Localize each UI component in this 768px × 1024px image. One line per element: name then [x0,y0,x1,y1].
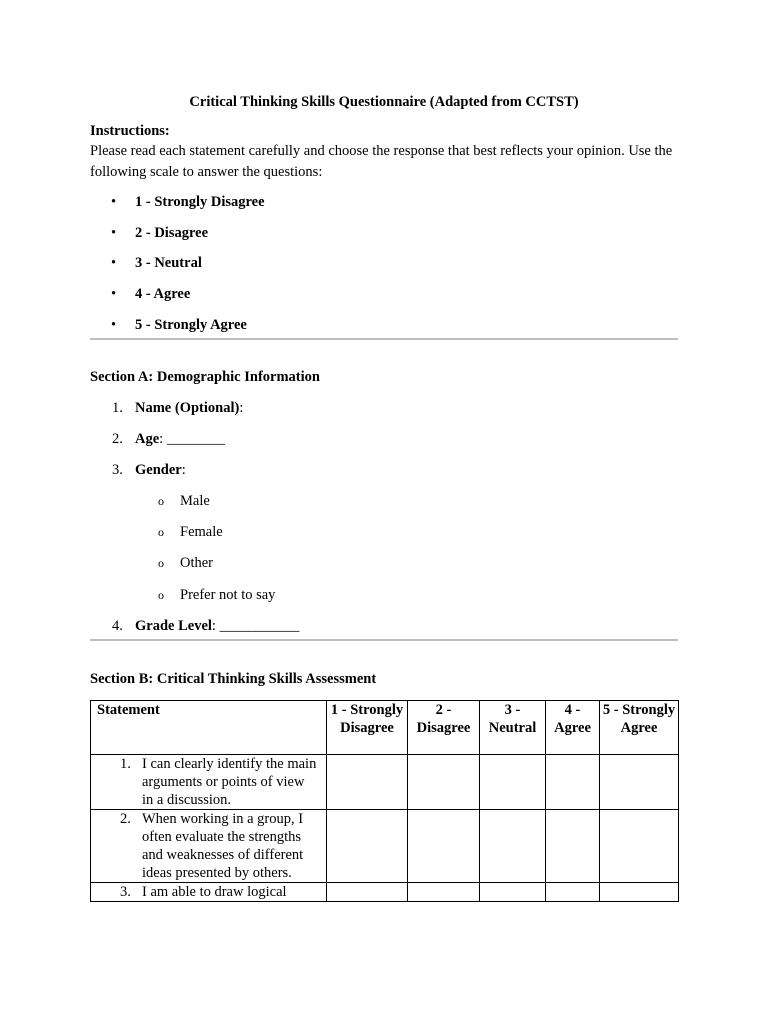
column-header-1: 1 - Strongly Disagree [327,700,408,754]
rating-cell-2[interactable] [408,754,480,809]
rating-cell-1[interactable] [327,754,408,809]
item-label: Gender [135,461,182,478]
statement-text: I am able to draw logical [142,883,287,900]
scale-item [90,316,678,338]
age-blank[interactable]: : ________ [159,430,225,447]
assessment-table [90,700,679,902]
item-number: 2. [112,430,123,447]
grade-level-blank[interactable]: : ___________ [211,617,300,634]
rating-cell-1[interactable] [327,882,408,901]
demographic-list-continued [90,617,678,639]
circle-bullet-icon: o [158,525,164,540]
rating-cell-4[interactable] [546,754,600,809]
gender-option[interactable] [90,492,678,523]
scale-item [90,193,678,224]
rating-cell-2[interactable] [408,882,480,901]
rating-cell-5[interactable] [600,809,679,882]
item-suffix: : [239,399,244,416]
item-number: 4. [112,617,123,634]
column-header-statement: Statement [91,700,327,754]
scale-item-label: 2 - Disagree [135,224,209,241]
section-a-heading: Section A: Demographic Information [90,368,320,385]
gender-option[interactable] [90,523,678,554]
gender-option[interactable] [90,586,678,617]
statement-cell [91,809,327,882]
demographic-item-age [90,430,678,461]
rating-cell-3[interactable] [480,809,546,882]
gender-option-label: Male [180,492,210,509]
demographic-item-grade [90,617,678,639]
item-label: Age [135,430,160,447]
scale-item-label: 5 - Strongly Agree [135,316,247,333]
item-label: Grade Level [135,617,212,634]
bullet-icon: • [111,316,117,333]
table-row [91,809,679,882]
page-title: Critical Thinking Skills Questionnaire (Adapted from CCTST) [189,94,579,110]
scale-item [90,285,678,316]
item-suffix: : [181,461,186,478]
statement-cell [91,882,327,901]
table-row [91,882,679,901]
rating-cell-4[interactable] [546,809,600,882]
table-header-row [91,700,679,754]
section-b-heading: Section B: Critical Thinking Skills Assessment [90,670,377,687]
row-number: 2. [120,810,131,827]
scale-item-label: 4 - Agree [135,286,191,303]
statement-cell [91,754,327,809]
circle-bullet-icon: o [158,587,164,602]
column-header-5: 5 - Strongly Agree [600,700,679,754]
column-header-3: 3 - Neutral [480,700,546,754]
item-number: 1. [112,399,123,416]
rating-cell-1[interactable] [327,809,408,882]
rating-cell-5[interactable] [600,882,679,901]
rating-cell-5[interactable] [600,754,679,809]
table-row [91,754,679,809]
scale-item-label: 1 - Strongly Disagree [135,194,265,210]
demographic-item-gender [90,461,678,492]
statement-text: I can clearly identify the main arguments or points of view in a discussion. [142,755,317,808]
rating-cell-3[interactable] [480,882,546,901]
row-number: 1. [120,755,131,772]
column-header-2: 2 - Disagree [408,700,480,754]
bullet-icon: • [111,255,117,272]
rating-cell-2[interactable] [408,809,480,882]
gender-option-label: Other [180,555,214,572]
instructions-heading: Instructions: [90,123,170,139]
bullet-icon: • [111,224,117,241]
column-header-4: 4 - Agree [546,700,600,754]
row-number: 3. [120,883,131,900]
circle-bullet-icon: o [158,556,164,571]
gender-option[interactable] [90,554,678,585]
demographic-item-name [90,399,678,430]
circle-bullet-icon: o [158,493,164,508]
rating-cell-3[interactable] [480,754,546,809]
instructions-text: Please read each statement carefully and choose the response that best reflects your opinion. Use the following scale to answer the questions: [90,143,673,180]
scale-item [90,224,678,255]
item-label: Name (Optional) [135,399,240,416]
item-number: 3. [112,461,123,478]
bullet-icon: • [111,286,117,303]
gender-option-label: Female [180,524,223,541]
rating-cell-4[interactable] [546,882,600,901]
bullet-icon: • [111,194,117,210]
demographic-list [90,399,678,492]
gender-options-list [90,492,678,617]
statement-text: When working in a group, I often evaluate the strengths and weaknesses of different ideas presented by others. [142,810,304,881]
gender-option-label: Prefer not to say [180,586,276,603]
scale-item-label: 3 - Neutral [135,255,202,272]
document-page [90,93,678,902]
scale-item [90,254,678,285]
rating-scale-list [90,193,678,338]
